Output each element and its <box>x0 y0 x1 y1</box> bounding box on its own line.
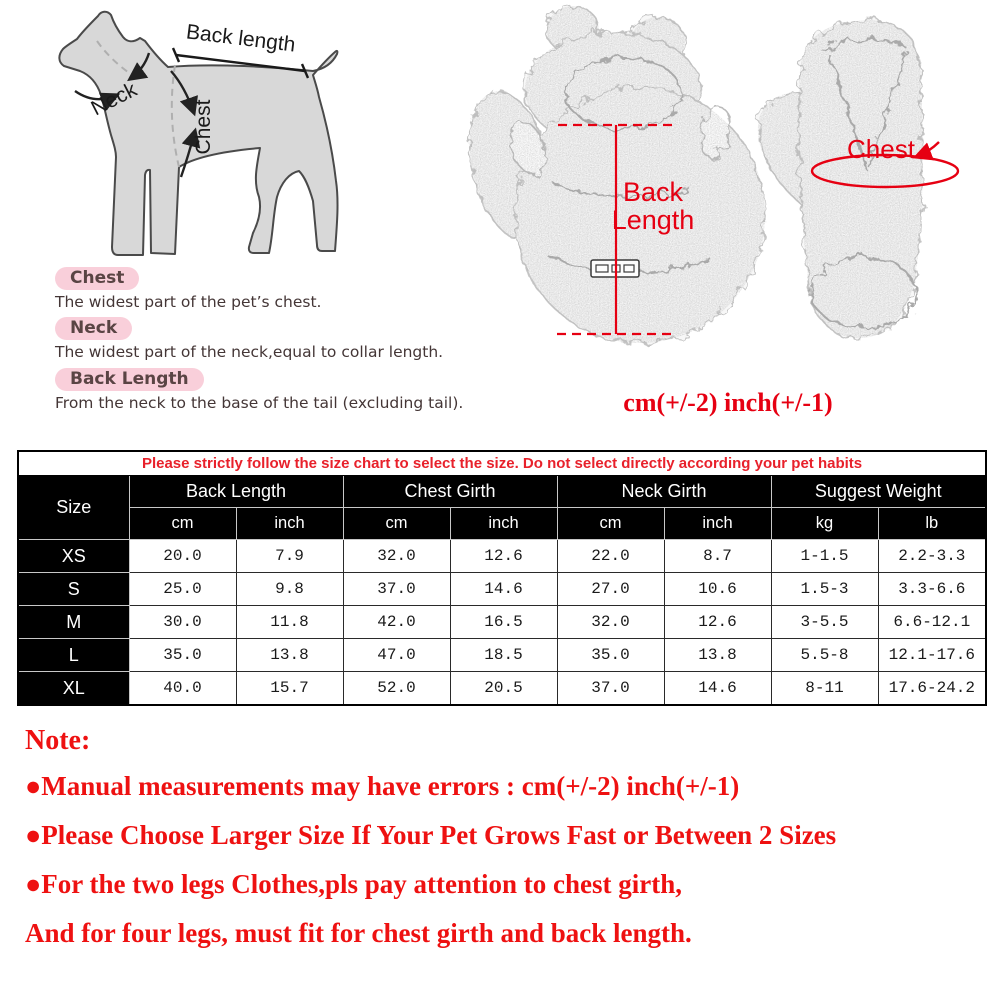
fur-texture <box>455 0 960 352</box>
product-back-length-label-line1: Back <box>622 177 684 207</box>
table-notice: Please strictly follow the size chart to select the size. Do not select directly according your pet habits <box>18 451 986 476</box>
unit-header: lb <box>878 508 986 540</box>
table-cell: 13.8 <box>664 639 771 672</box>
product-photos <box>455 0 960 352</box>
notes-title: Note: <box>25 725 91 756</box>
table-cell: 7.9 <box>236 540 343 573</box>
unit-header: inch <box>450 508 557 540</box>
table-cell: 3.3-6.6 <box>878 573 986 606</box>
table-cell: 8.7 <box>664 540 771 573</box>
table-cell: 35.0 <box>129 639 236 672</box>
table-cell: 37.0 <box>343 573 450 606</box>
back-length-term-pill: Back Length <box>55 368 204 391</box>
table-cell: 25.0 <box>129 573 236 606</box>
table-cell: 20.0 <box>129 540 236 573</box>
size-label: XL <box>18 672 129 706</box>
dog-measurement-diagram <box>55 5 360 263</box>
table-cell: 40.0 <box>129 672 236 706</box>
neck-definition: The widest part of the neck,equal to collar length. <box>55 343 444 361</box>
note-item: ●Please Choose Larger Size If Your Pet Grows Fast or Between 2 Sizes <box>25 820 837 850</box>
dog-back-length-label: Back length <box>184 20 297 57</box>
size-table <box>17 450 987 706</box>
table-cell: 1-1.5 <box>771 540 878 573</box>
measurement-tolerance: cm(+/-2) inch(+/-1) <box>623 388 833 417</box>
size-label: M <box>18 606 129 639</box>
table-cell: 17.6-24.2 <box>878 672 986 706</box>
table-row <box>18 606 986 639</box>
note-item: ●Manual measurements may have errors : cm(+/-2) inch(+/-1) <box>25 771 740 801</box>
table-cell: 13.8 <box>236 639 343 672</box>
table-cell: 22.0 <box>557 540 664 573</box>
table-cell: 12.6 <box>664 606 771 639</box>
unit-header: inch <box>236 508 343 540</box>
table-cell: 8-11 <box>771 672 878 706</box>
table-cell: 37.0 <box>557 672 664 706</box>
unit-header: cm <box>343 508 450 540</box>
table-cell: 2.2-3.3 <box>878 540 986 573</box>
unit-header: kg <box>771 508 878 540</box>
neck-term-pill: Neck <box>55 317 132 340</box>
table-cell: 1.5-3 <box>771 573 878 606</box>
table-cell: 35.0 <box>557 639 664 672</box>
table-row <box>18 639 986 672</box>
product-chest-label: Chest <box>847 134 915 164</box>
table-cell: 12.1-17.6 <box>878 639 986 672</box>
size-label: L <box>18 639 129 672</box>
table-cell: 47.0 <box>343 639 450 672</box>
table-cell: 32.0 <box>557 606 664 639</box>
col-header-neck-girth: Neck Girth <box>557 476 771 508</box>
table-cell: 30.0 <box>129 606 236 639</box>
col-header-size: Size <box>18 476 129 540</box>
table-cell: 6.6-12.1 <box>878 606 986 639</box>
table-cell: 5.5-8 <box>771 639 878 672</box>
table-cell: 20.5 <box>450 672 557 706</box>
table-cell: 14.6 <box>664 672 771 706</box>
table-cell: 3-5.5 <box>771 606 878 639</box>
unit-header: cm <box>557 508 664 540</box>
table-cell: 11.8 <box>236 606 343 639</box>
table-row <box>18 573 986 606</box>
size-label: S <box>18 573 129 606</box>
table-cell: 10.6 <box>664 573 771 606</box>
table-row <box>18 540 986 573</box>
size-label: XS <box>18 540 129 573</box>
table-cell: 15.7 <box>236 672 343 706</box>
col-header-back-length: Back Length <box>129 476 343 508</box>
note-item: And for four legs, must fit for chest girth and back length. <box>25 918 692 948</box>
unit-header: cm <box>129 508 236 540</box>
back-length-definition: From the neck to the base of the tail (excluding tail). <box>55 394 464 412</box>
note-item: ●For the two legs Clothes,pls pay attention to chest girth, <box>25 869 683 899</box>
product-back-length-label-line2: Length <box>611 205 695 235</box>
table-cell: 14.6 <box>450 573 557 606</box>
table-cell: 9.8 <box>236 573 343 606</box>
col-header-suggest-weight: Suggest Weight <box>771 476 986 508</box>
dog-chest-label: Chest <box>192 99 215 155</box>
table-cell: 32.0 <box>343 540 450 573</box>
chest-term-pill: Chest <box>55 267 139 290</box>
table-cell: 18.5 <box>450 639 557 672</box>
chest-definition: The widest part of the pet’s chest. <box>55 293 322 311</box>
table-row <box>18 672 986 706</box>
table-cell: 16.5 <box>450 606 557 639</box>
table-cell: 12.6 <box>450 540 557 573</box>
table-cell: 52.0 <box>343 672 450 706</box>
col-header-chest-girth: Chest Girth <box>343 476 557 508</box>
unit-header: inch <box>664 508 771 540</box>
dog-neck-label: Neck <box>87 78 141 121</box>
table-cell: 27.0 <box>557 573 664 606</box>
table-cell: 42.0 <box>343 606 450 639</box>
